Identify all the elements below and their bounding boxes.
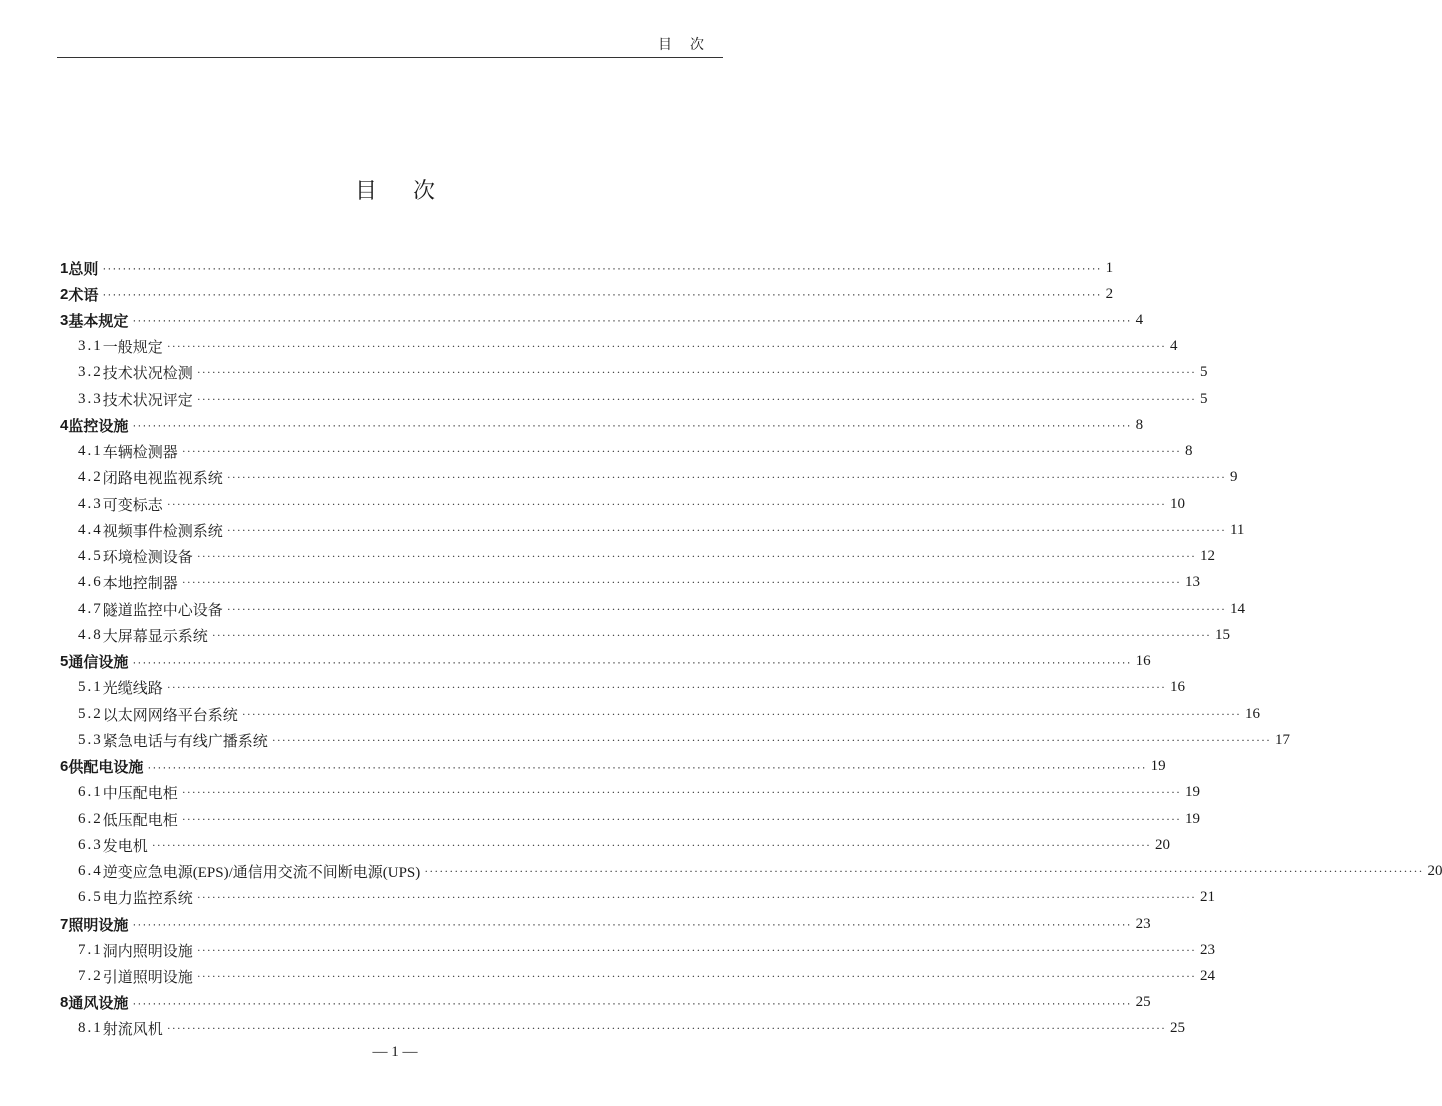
section-number: 7.1: [78, 941, 103, 958]
section-title: 可变标志: [102, 497, 163, 514]
section-title: 照明设施: [68, 916, 129, 934]
section-title: 本地控制器: [102, 576, 178, 593]
dot-leader: ········································································································································································································: [181, 575, 1181, 590]
section-title: 闭路电视监视系统: [102, 471, 223, 488]
section-title: 以太网网络平台系统: [102, 707, 238, 724]
toc-entry[interactable]: [78, 571, 1200, 595]
dot-leader: ········································································································································································································: [424, 864, 1424, 879]
section-title: 发电机: [102, 838, 148, 855]
section-title: 射流风机: [102, 1022, 163, 1039]
page-ref: 19: [1150, 758, 1166, 775]
page-ref: 24: [1199, 967, 1215, 984]
section-number: 4.1: [78, 443, 103, 460]
toc-entry[interactable]: [78, 466, 1238, 490]
section-title: 视频事件检测系统: [102, 523, 223, 540]
dot-leader: ········································································································································································································: [166, 680, 1166, 695]
page-ref: 10: [1169, 495, 1185, 512]
header-rule: [57, 57, 723, 58]
toc-entry[interactable]: [60, 413, 1144, 437]
toc-entry[interactable]: [78, 597, 1245, 621]
section-title: 光缆线路: [102, 681, 163, 698]
toc-entry[interactable]: [60, 650, 1151, 674]
toc-entry[interactable]: [78, 964, 1215, 988]
dot-leader: ········································································································································································································: [181, 785, 1181, 800]
toc-entry[interactable]: [78, 335, 1178, 359]
dot-leader: ········································································································································································································: [132, 418, 1132, 433]
section-number: 4.3: [78, 495, 103, 512]
dot-leader: ········································································································································································································: [132, 917, 1132, 931]
toc-entry[interactable]: [78, 676, 1185, 700]
toc-entry[interactable]: [78, 728, 1290, 752]
page-ref: 14: [1229, 600, 1245, 617]
section-number: 4.5: [78, 548, 103, 565]
page-ref: 8: [1135, 416, 1144, 433]
dot-leader: ········································································································································································································: [166, 339, 1166, 354]
page-ref: 25: [1169, 1020, 1185, 1037]
section-number: 5.2: [78, 705, 103, 722]
dot-leader: ········································································································································································································: [271, 732, 1271, 747]
page-ref: 1: [1105, 259, 1114, 276]
dot-leader: ········································································································································································································: [196, 549, 1196, 564]
toc-entry[interactable]: [78, 623, 1230, 647]
page-ref: 17: [1274, 731, 1290, 748]
section-number: 6: [60, 758, 69, 776]
section-number: 4.2: [78, 469, 103, 486]
section-number: 4.7: [78, 600, 103, 617]
page-ref: 8: [1184, 443, 1193, 460]
page-ref: 20: [1154, 836, 1170, 853]
page-ref: 16: [1135, 653, 1151, 670]
toc-entry[interactable]: [78, 938, 1215, 962]
dot-leader: ········································································································································································································: [147, 759, 1147, 774]
page-ref: 5: [1199, 390, 1208, 407]
toc-entry[interactable]: [78, 545, 1215, 569]
page-ref: 25: [1135, 994, 1151, 1011]
section-number: 5: [60, 653, 69, 671]
page-ref: 21: [1199, 889, 1215, 906]
section-title: 逆变应急电源(EPS)/通信用交流不间断电源(UPS): [102, 865, 421, 882]
page-ref: 15: [1214, 626, 1230, 643]
toc-entry[interactable]: [78, 387, 1208, 411]
toc-entry[interactable]: [78, 440, 1193, 464]
section-title: 总则: [68, 260, 99, 278]
dot-leader: ········································································································································································································: [196, 968, 1196, 983]
dot-leader: ········································································································································································································: [226, 522, 1226, 537]
section-title: 电力监控系统: [102, 891, 193, 908]
page-ref: 19: [1184, 810, 1200, 827]
section-number: 3.1: [78, 338, 103, 355]
section-number: 6.3: [78, 836, 103, 853]
section-number: 6.4: [78, 863, 103, 880]
dot-leader: ········································································································································································································: [102, 287, 1102, 302]
section-title: 基本规定: [68, 312, 129, 330]
dot-leader: ········································································································································································································: [226, 601, 1226, 616]
section-number: 3.2: [78, 364, 103, 381]
page-number: — 1 —: [372, 1044, 418, 1060]
section-title: 洞内照明设施: [102, 943, 193, 960]
section-number: 3: [60, 311, 69, 329]
section-title: 低压配电柜: [102, 812, 178, 829]
toc-entry[interactable]: [60, 755, 1166, 779]
section-title: 引道照明设施: [102, 969, 193, 986]
toc-entry[interactable]: [78, 886, 1215, 910]
dot-leader: ········································································································································································································: [181, 811, 1181, 826]
dot-leader: ········································································································································································································: [241, 706, 1241, 721]
toc-entry[interactable]: [78, 807, 1200, 831]
section-number: 5.3: [78, 731, 103, 748]
section-title: 技术状况检测: [102, 366, 193, 383]
dot-leader: ········································································································································································································: [166, 1021, 1166, 1036]
dot-leader: ········································································································································································································: [132, 654, 1132, 669]
section-number: 7.2: [78, 967, 103, 984]
section-number: 4.6: [78, 574, 103, 591]
section-title: 监控设施: [68, 417, 129, 435]
toc-entry[interactable]: [78, 702, 1260, 726]
page-ref: 4: [1169, 338, 1178, 355]
section-title: 大屏幕显示系统: [102, 628, 208, 645]
dot-leader: ········································································································································································································: [196, 890, 1196, 905]
section-number: 5.1: [78, 679, 103, 696]
dot-leader: ········································································································································································································: [151, 837, 1151, 852]
dot-leader: ········································································································································································································: [132, 313, 1132, 328]
page-ref: 23: [1135, 915, 1151, 932]
page-ref: 13: [1184, 574, 1200, 591]
toc-entry[interactable]: [78, 361, 1208, 385]
section-number: 6.1: [78, 784, 103, 801]
page-ref: 9: [1229, 469, 1238, 486]
section-title: 通信设施: [68, 654, 129, 672]
page-ref: 4: [1135, 311, 1144, 328]
dot-leader: ········································································································································································································: [102, 261, 1102, 275]
toc-entry[interactable]: [60, 991, 1151, 1015]
section-number: 7: [60, 915, 69, 933]
section-title: 术语: [68, 286, 99, 304]
section-title: 一般规定: [102, 340, 163, 357]
section-number: 4.8: [78, 626, 103, 643]
section-number: 4.4: [78, 521, 103, 538]
toc-entry[interactable]: [78, 833, 1170, 857]
dot-leader: ········································································································································································································: [211, 627, 1211, 642]
toc-entry[interactable]: [78, 492, 1185, 516]
page-ref: 12: [1199, 548, 1215, 565]
section-title: 车辆检测器: [102, 445, 178, 462]
section-title: 隧道监控中心设备: [102, 602, 223, 619]
dot-leader: ········································································································································································································: [196, 365, 1196, 380]
section-title: 环境检测设备: [102, 550, 193, 567]
page-ref: 11: [1229, 521, 1245, 538]
toc-entry[interactable]: [78, 1017, 1185, 1041]
section-title: 技术状况评定: [102, 392, 193, 409]
page-ref: 19: [1184, 784, 1200, 801]
dot-leader: ········································································································································································································: [181, 444, 1181, 459]
section-number: 6.2: [78, 810, 103, 827]
page-ref: 2: [1105, 285, 1114, 302]
page-title: 目次: [354, 178, 471, 203]
toc-entry[interactable]: [60, 282, 1114, 306]
dot-leader: ········································································································································································································: [132, 995, 1132, 1010]
toc-entry[interactable]: [78, 860, 1442, 884]
toc-entry[interactable]: [60, 912, 1151, 936]
section-number: 1: [60, 259, 69, 277]
page-ref: 5: [1199, 364, 1208, 381]
page-ref: 23: [1199, 941, 1215, 958]
section-title: 通风设施: [68, 995, 129, 1013]
section-title: 中压配电柜: [102, 786, 178, 803]
section-number: 6.5: [78, 889, 103, 906]
section-title: 供配电设施: [68, 759, 144, 777]
section-number: 4: [60, 416, 69, 434]
section-number: 8.1: [78, 1020, 103, 1037]
page-ref: 16: [1244, 705, 1260, 722]
dot-leader: ········································································································································································································: [196, 391, 1196, 406]
page-ref: 16: [1169, 679, 1185, 696]
running-header: 目次: [658, 38, 722, 53]
toc-entry[interactable]: [60, 256, 1114, 280]
section-number: 3.3: [78, 390, 103, 407]
dot-leader: ········································································································································································································: [196, 942, 1196, 957]
section-title: 紧急电话与有线广播系统: [102, 733, 268, 750]
page-ref: 20: [1427, 863, 1442, 880]
toc-entry[interactable]: [78, 518, 1245, 542]
toc-entry[interactable]: [60, 308, 1144, 332]
section-number: 2: [60, 285, 69, 303]
toc-entry[interactable]: [78, 781, 1200, 805]
dot-leader: ········································································································································································································: [166, 496, 1166, 511]
dot-leader: ········································································································································································································: [226, 470, 1226, 485]
section-number: 8: [60, 994, 69, 1012]
